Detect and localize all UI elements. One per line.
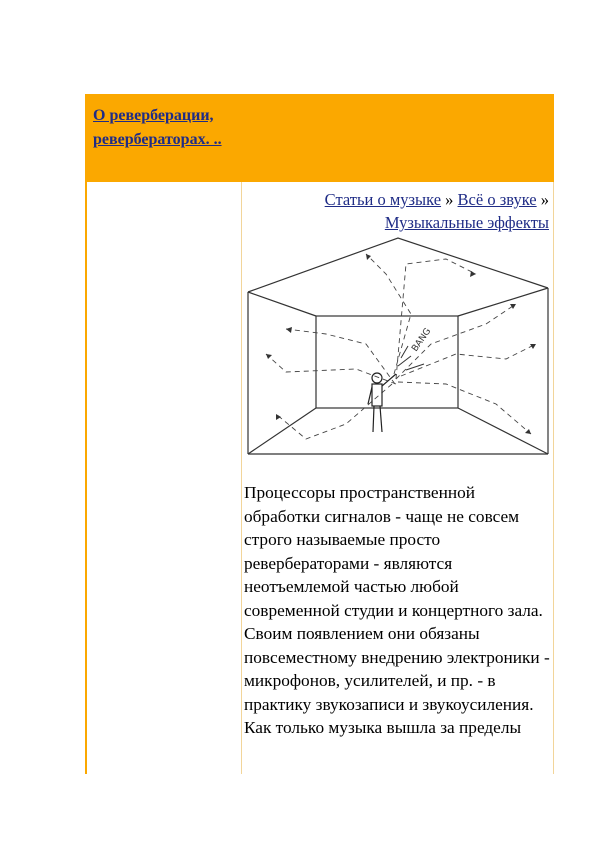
- arrowhead: [366, 254, 371, 260]
- breadcrumb: [244, 188, 549, 234]
- arrowhead: [470, 271, 476, 277]
- breadcrumb-separator: »: [540, 190, 549, 209]
- article-title-link[interactable]: О реверберации, ревербераторах. ..: [93, 107, 222, 148]
- arrowhead: [276, 414, 281, 420]
- arrowhead: [286, 327, 292, 333]
- person-figure: [368, 373, 396, 432]
- reflection-path: [396, 259, 476, 379]
- bang-ray: [401, 346, 408, 358]
- edge-br: [458, 408, 548, 454]
- arrowhead: [510, 304, 516, 309]
- arrowhead: [266, 354, 272, 359]
- reflection-path: [286, 329, 395, 384]
- roof-line: [248, 238, 548, 292]
- left-column-border: [85, 182, 87, 774]
- room-reverb-illustration: [246, 234, 550, 456]
- breadcrumb-separator: »: [445, 190, 454, 209]
- reflection-path: [366, 254, 411, 374]
- edge-tl: [248, 292, 316, 316]
- edge-bl: [248, 408, 316, 454]
- bang-label: BANG: [410, 326, 434, 354]
- breadcrumb-item-sound[interactable]: Всё о звуке: [457, 190, 537, 209]
- breadcrumb-item-effects[interactable]: Музыкальные эффекты: [384, 213, 549, 232]
- breadcrumb-item-articles[interactable]: Статьи о музыке: [324, 190, 442, 209]
- bang-ray: [398, 356, 411, 366]
- bang-ray: [406, 364, 424, 370]
- edge-tr: [458, 288, 548, 316]
- reflection-path: [276, 384, 392, 439]
- article-body: Процессоры пространственной обработки сигналов - чаще не совсем строго называемые просто ревербераторами - являются неотъемлемой частью любой современной студии и концертного зала. Своим появлением они обязаны повсеместному внедрению электроники - микрофонов, усилителей, и пр. - в практику звукозаписи и звукоусиления. Как только музыка вышла за пределы: [244, 483, 550, 737]
- arrowhead: [525, 429, 531, 434]
